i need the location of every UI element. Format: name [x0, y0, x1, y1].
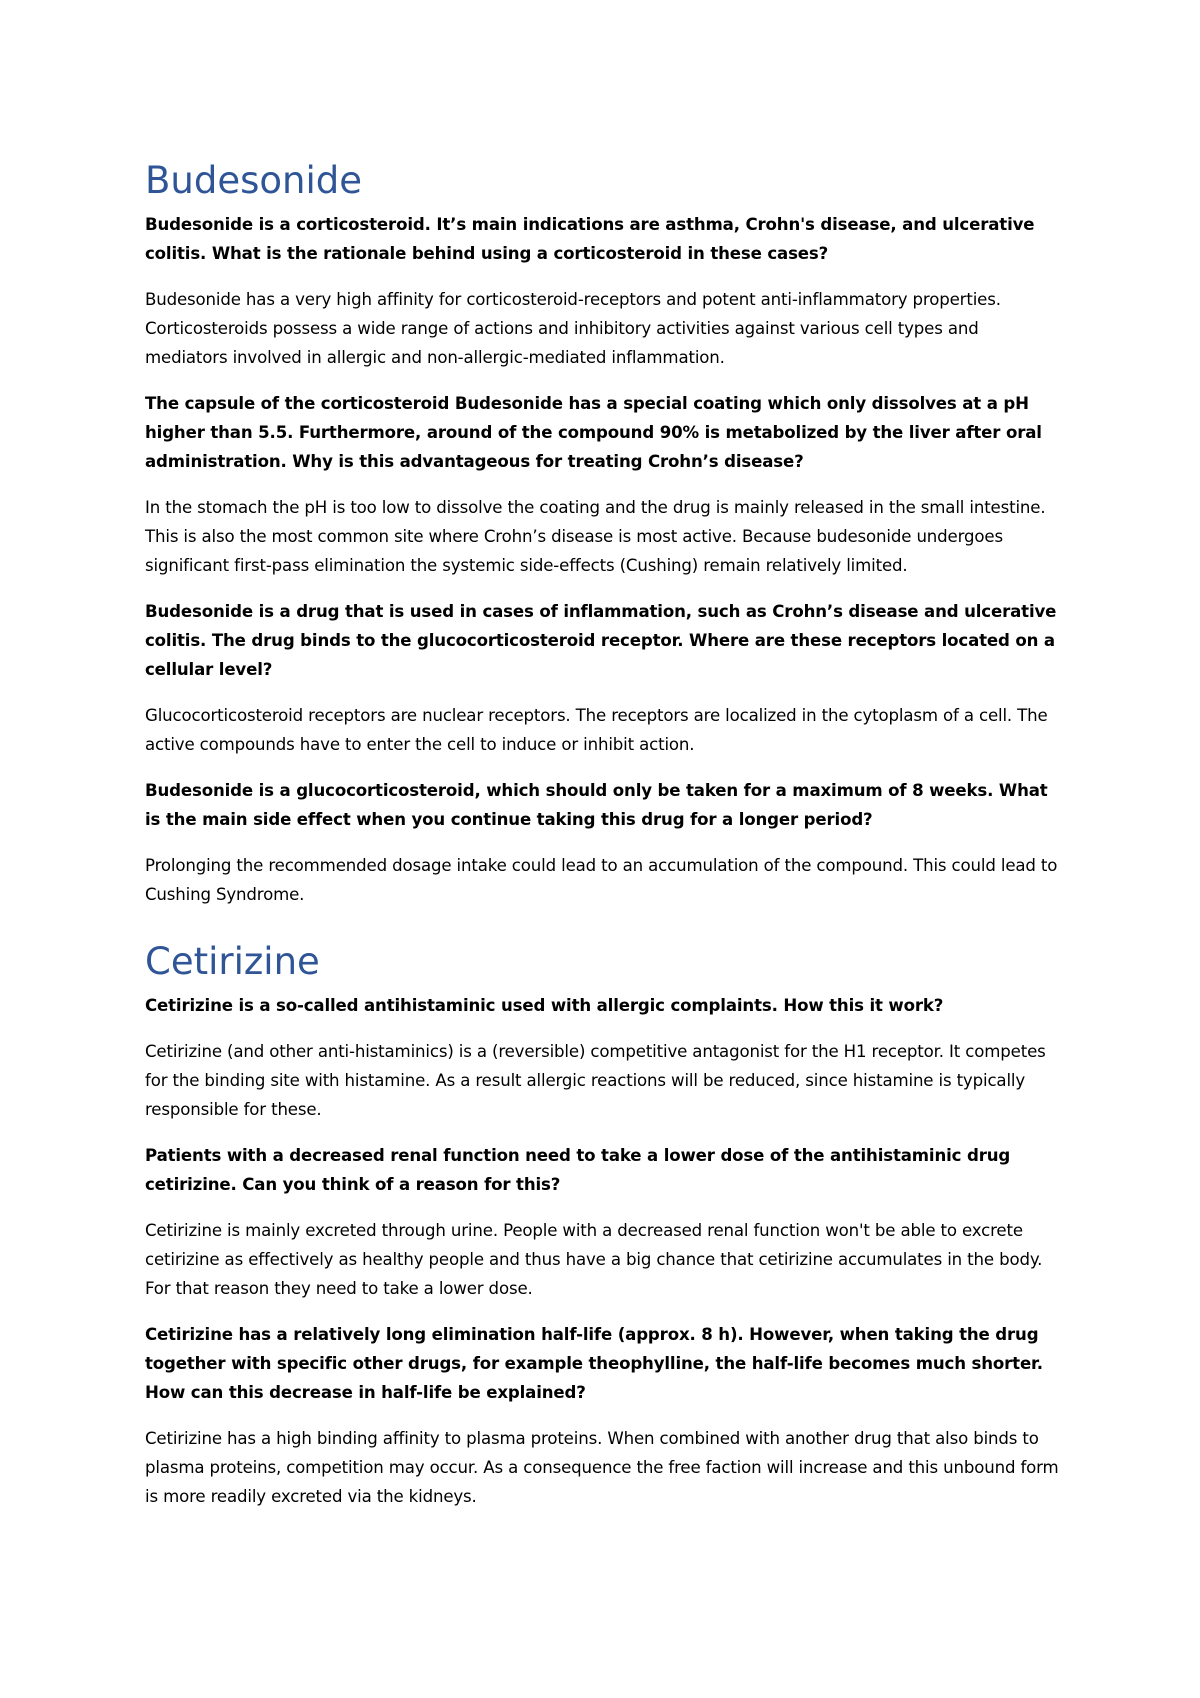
question-paragraph: Budesonide is a corticosteroid. It’s main indications are asthma, Crohn's disease, and ulcerative colitis. What is the rationale behind using a corticosteroid in these cases? — [145, 215, 1035, 263]
question-paragraph: Cetirizine has a relatively long elimination half-life (approx. 8 h). However, when taking the drug together with specific other drugs, for example theophylline, the half-life becomes much shorter. How can this decrease in half-life be explained? — [145, 1325, 1043, 1402]
answer-paragraph: Glucocorticosteroid receptors are nuclear receptors. The receptors are localized in the cytoplasm of a cell. The active compounds have to enter the cell to induce or inhibit action. — [145, 706, 1048, 754]
answer-paragraph: Cetirizine has a high binding affinity to plasma proteins. When combined with another drug that also binds to plasma proteins, competition may occur. As a consequence the free faction will increase and this unbound form is more readily excreted via the kidneys. — [145, 1429, 1059, 1506]
answer-paragraph: In the stomach the pH is too low to dissolve the coating and the drug is mainly released in the small intestine. This is also the most common site where Crohn’s disease is most active. Because budesonide undergoes significant first-pass elimination the systemic side-effects (Cushing) remain relatively limited. — [145, 498, 1046, 575]
document-body — [145, 158, 1065, 1528]
question-paragraph: Patients with a decreased renal function need to take a lower dose of the antihistaminic drug cetirizine. Can you think of a reason for this? — [145, 1146, 1011, 1194]
answer-paragraph: Cetirizine is mainly excreted through urine. People with a decreased renal function won't be able to excrete cetirizine as effectively as healthy people and thus have a big chance that cetirizine accumulates in the body. For that reason they need to take a lower dose. — [145, 1221, 1043, 1298]
section-title-budesonide: Budesonide — [145, 159, 362, 202]
question-paragraph: Budesonide is a drug that is used in cases of inflammation, such as Crohn’s disease and ulcerative colitis. The drug binds to the glucocorticosteroid receptor. Where are these receptors located on a cellular level? — [145, 602, 1057, 679]
answer-paragraph: Budesonide has a very high affinity for corticosteroid-receptors and potent anti-inflammatory properties. Corticosteroids possess a wide range of actions and inhibitory activities against various cell types and mediators involved in allergic and non-allergic-mediated inflammation. — [145, 290, 1001, 367]
question-paragraph: The capsule of the corticosteroid Budesonide has a special coating which only dissolves at a pH higher than 5.5. Furthermore, around of the compound 90% is metabolized by the liver after oral administration. Why is this advantageous for treating Crohn’s disease? — [145, 394, 1042, 471]
question-paragraph: Cetirizine is a so-called antihistaminic used with allergic complaints. How this it work? — [145, 996, 944, 1015]
question-paragraph: Budesonide is a glucocorticosteroid, which should only be taken for a maximum of 8 weeks. What is the main side effect when you continue taking this drug for a longer period? — [145, 781, 1048, 829]
answer-paragraph: Prolonging the recommended dosage intake could lead to an accumulation of the compound. This could lead to Cushing Syndrome. — [145, 856, 1058, 904]
answer-paragraph: Cetirizine (and other anti-histaminics) is a (reversible) competitive antagonist for the H1 receptor. It competes for the binding site with histamine. As a result allergic reactions will be reduced, since histamine is typically responsible for these. — [145, 1042, 1046, 1119]
section-title-cetirizine: Cetirizine — [145, 940, 320, 983]
